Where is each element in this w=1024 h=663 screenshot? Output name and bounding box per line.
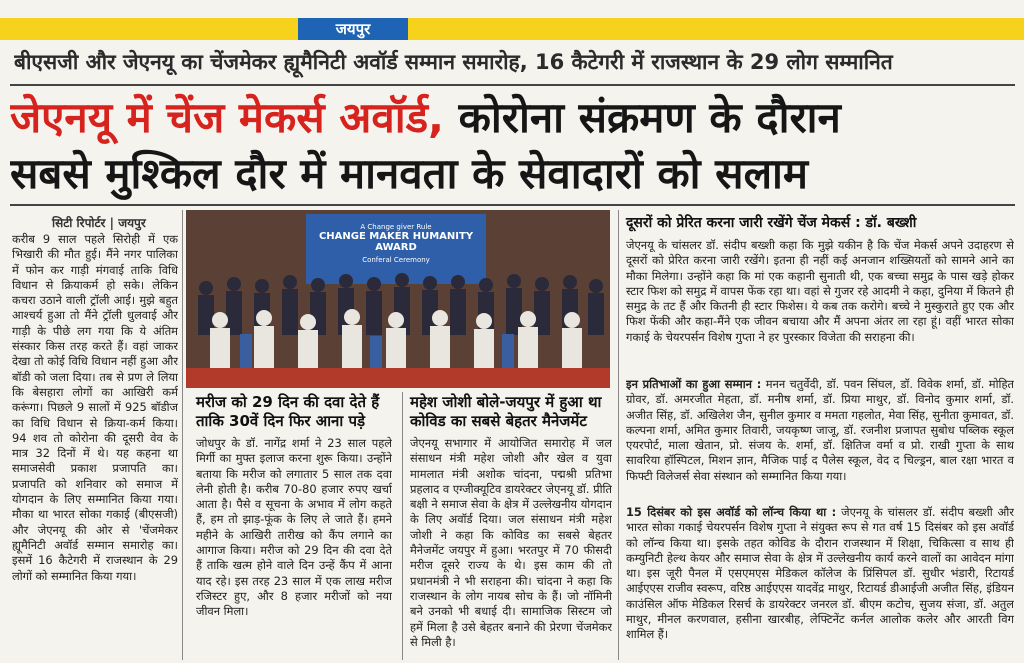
headline-red-part: जेएनयू में चेंज मेकर्स अवॉर्ड, <box>10 93 445 142</box>
story4-body: जेएनयू के चांसलर डॉ. संदीप बख्शी कहा कि मुझे यकीन है कि चेंज मेकर्स अपने उदाहरण से दूसरों को प्रेरित करना जारी रखेंगे। इतना ही नहीं कई अनजान शख्सियतों को सामने आने का मौका मिलेगा। उन्होंने कहा कि मां एक कहानी सुनाती थी, एक बच्चा समुद्र के पास खड़े होकर स्टार फिश को समुद्र में वापस फेंक रहा था। वहां से गुजर रहे आदमी ने कहा, दुनिया में कितने ही समुद्र के तट हैं और कितनी ही स्टार फिशेस। ये कब तक करोगे। बच्चे ने मुस्कुराते हुए एक और फिश फेंकी और कहा-मैंने एक जीवन बचाया और मैं अपना अंतर ला रहा हूं। वहीं भारत सोका गकाई के चेयरपर्सन विशेष गुप्ता ने हर पुरस्कार विजेता की सराहना की। <box>626 238 1014 344</box>
banner-small-text: A Change giver Rule <box>360 223 432 231</box>
banner-subtitle: Conferal Ceremony <box>362 256 430 264</box>
honorees-body: मनन चतुर्वेदी, डॉ. पवन सिंघल, डॉ. विवेक शर्मा, डॉ. मोहित ग्रोवर, डॉ. अमरजीत मेहता, डॉ. मनीष शर्मा, डॉ. प्रिया माथुर, डॉ. विनोद कुमार शर्मा, डॉ. अजीत सिंह, डॉ. अखिलेश जैन, सुनील कुमार व ममता गहलोत, मेवा सिंह, सुनीता कुमावत, डॉ. कल्पना शर्मा, अमित कुमार तिवारी, जयकृष्ण जाजू, डॉ. रजनीश प्रजापत सुबोध पब्लिक स्कूल एयरपोर्ट, माला खेतान, प्रो. संजय के. शर्मा, डॉ. क्षितिज वर्मा व प्रो. राखी गुप्ता के साथ सावरिया हॉस्पिटल, मिशन ज्ञान, मैजिक पाई द पैलेस स्कूल, वेद द चिल्ड्रन, बाल रक्षा भारत व फिफ्टी विलेजर्स सेवा संस्थान को सम्मानित किया गया। <box>626 377 1014 483</box>
story4-headline: दूसरों को प्रेरित करना जारी रखेंगे चेंज मेकर्स : डॉ. बख्शी <box>626 215 917 231</box>
headline-line-1 <box>10 90 1015 146</box>
honorees-lead: इन प्रतिभाओं का हुआ सम्मान : <box>626 377 762 391</box>
award-ceremony-photo <box>186 210 610 388</box>
launch-body: जेएनयू के चांसलर डॉ. संदीप बख्शी और भारत सोका गकाई चेयरपर्सन विशेष गुप्ता ने संयुक्त रूप से गत वर्ष 15 दिसंबर को इस अवॉर्ड को लॉन्च किया था। इसके तहत कोविड के दौरान राजस्थान में शिक्षा, चिकित्सा व साथ ही कम्युनिटी हेल्थ केयर और समाज सेवा के क्षेत्र में उल्लेखनीय कार्य करने वालों का आवेदन मांगा था। इस जूरी पैनल में एसएमएस मेडिकल कॉलेज के प्रिंसिपल डॉ. सुधीर भंडारी, रिटायर्ड आईएएस राजीव स्वरूप, वरिष्ठ आईएएस यादवेंद्र माथुर, रिटायर्ड डीआईजी अजीत सिंह, इंडियन काउंसिल ऑफ मेडिकल रिसर्च के डायरेक्टर जनरल डॉ. बीएम कटोच, सुजय संजा, डॉ. अतुल माथुर, मीनल करणवाल, हसीना खारबीह, लेफ्टिनेंट कर्नल आलोक कलेर और आरती विग शामिल हैं। <box>626 505 1014 642</box>
column-rule-3 <box>618 210 619 660</box>
section-tab: जयपुर <box>298 18 408 40</box>
story3-body: जेएनयू सभागार में आयोजित समारोह में जल संसाधन मंत्री महेश जोशी और खेल व युवा मामलात मंत्री अशोक चांदना, पद्मश्री प्रतिभा प्रहलाद व एग्जीक्यूटिव डायरेक्टर जेएनयू डॉ. प्रीति बक्षी ने समाज सेवा के क्षेत्र में उल्लेखनीय योगदान के लिए अवॉर्ड दिया। जल संसाधन मंत्री महेश जोशी ने कहा कि कोविड का सबसे बेहतर मैनेजमेंट जयपुर में हुआ। भरतपुर में 70 फीसदी मरीज दूसरे राज्य के थे। इस काम की तो प्रधानमंत्री ने भी सराहना की। चांदना ने कहा कि राजस्थान के लोग नायब सोच के हैं। जो नॉमिनी बने उनको भी बधाई दी। सामाजिक सिस्टम जो हमें मिला है उसे बेहतर बनाने की प्रेरणा चेंजमेकर से मिली है। <box>410 436 612 649</box>
divider-top <box>10 84 1015 86</box>
honorees-paragraph <box>626 377 1014 503</box>
story3-headline: महेश जोशी बोले-जयपुर में हुआ था कोविड का सबसे बेहतर मैनेजमेंट <box>410 393 602 430</box>
story2-headline: मरीज को 29 दिन की दवा देते हैं ताकि 30वें दिन फिर आना पड़े <box>196 393 380 430</box>
group-of-people-illustration <box>186 270 610 388</box>
story2-body: जोधपुर के डॉ. नागेंद्र शर्मा ने 23 साल पहले मिर्गी का मुफ्त इलाज करना शुरू किया। उन्होंने बताया कि मरीज को लगातार 5 साल तक दवा लेनी होती है। करीब 70-80 हजार रुपए खर्चा आता है। पैसे व सूचना के अभाव में लोग कहते हैं, हम तो झाड़-फूंक के लिए ले जाते हैं। हमने महीने के आखिरी तारीख को कैंप लगाने का आगाज किया। मरीज को 29 दिन की दवा देते हैं ताकि खत्म होने वाले दिन उन्हें कैंप में आना याद रहे। इस तरह 23 साल में एक लाख मरीज रजिस्टर हुए, और 8 हजार मरीजों को नया जीवन मिला। <box>196 436 392 619</box>
strap-headline: बीएसजी और जेएनयू का चेंजमेकर ह्यूमैनिटी अवॉर्ड सम्मान समारोह, 16 कैटेगरी में राजस्थान के 29 लोग सम्मानित <box>14 50 893 74</box>
left-column-story: करीब 9 साल पहले सिरोही में एक भिखारी की मौत हुई। मैंने नगर पालिका में फोन कर गाड़ी मंगवाई ताकि विधि विधान से क्रियाकर्म हो सके। लेकिन कचरा उठाने वाली ट्रॉली आई। मुझे बहुत आश्चर्य हुआ तो मैंने ट्रॉली धुलवाई और गाड़ी के पीछे लग गया कि ये अंतिम संस्कार किस तरह करते हैं। वहां जाकर देखा तो कोई विधि विधान नहीं हुआ और बॉडी को जला दिया। तब से प्रण ले लिया कि बेसहारा लोगों का आखिरी कर्म करूंगा। पिछले 9 सालों में 925 बॉडीज का विधि विधान से क्रिया-कर्म किया। 94 शव तो कोरोना की दूसरी वेव के मात्र 32 दिनों में थे। यह कहना था समाजसेवी प्रकाश प्रजापति का। प्रजापति को शनिवार को समाज में योगदान के लिए सम्मानित किया गया। मौका था भारत सोका गकाई (बीएसजी) और जेएनयू की ओर से 'चेंजमेकर ह्यूमैनिटी अवॉर्ड सम्मान समारोह का। इसमें 16 कैटेगरी में राजस्थान के 29 लोगों को सम्मानित किया गया। <box>12 232 178 583</box>
launch-lead: 15 दिसंबर को इस अवॉर्ड को लॉन्च किया था : <box>626 505 837 519</box>
byline: सिटी रिपोर्टर | जयपुर <box>52 216 146 230</box>
launch-paragraph <box>626 505 1014 660</box>
section-color-bar <box>0 18 1024 40</box>
banner-title: CHANGE MAKER HUMANITY AWARD <box>318 231 474 253</box>
column-rule-2 <box>402 392 403 660</box>
headline-line-2: सबसे मुश्किल दौर में मानवता के सेवादारों को सलाम <box>10 149 809 198</box>
headline-black-part: कोरोना संक्रमण के दौरान <box>458 93 841 142</box>
column-rule-1 <box>182 210 183 660</box>
divider-headline <box>10 204 1015 206</box>
